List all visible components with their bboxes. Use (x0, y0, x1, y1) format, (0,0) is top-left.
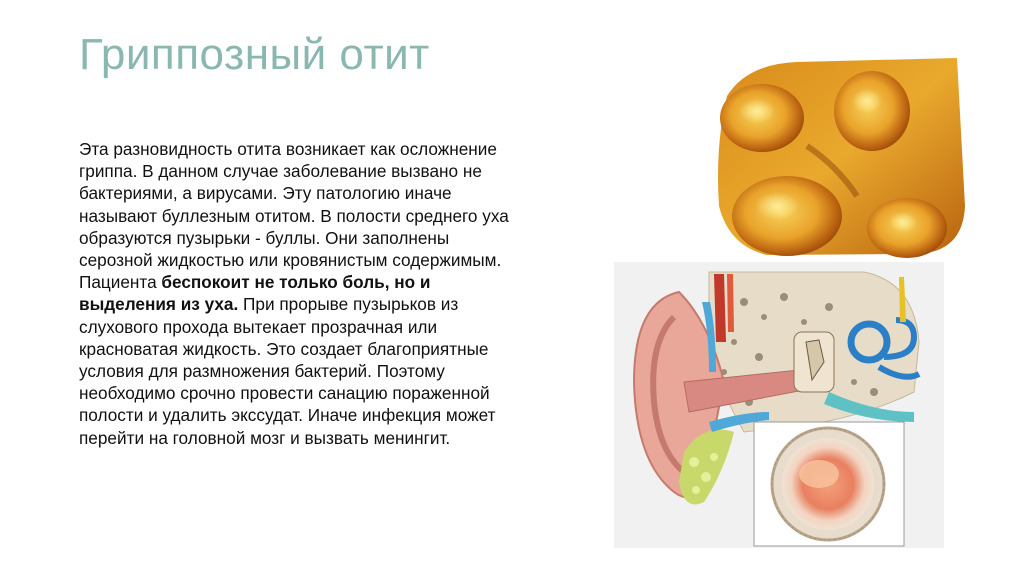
body-paragraph (79, 138, 519, 449)
body-text-bold: беспокоит не только боль, но и выделения из уха. (79, 272, 431, 315)
slide-title: Гриппозный отит (79, 30, 430, 79)
body-text-part1: Эта разновидность отита возникает как осложнение гриппа. В данном случае заболевание вызвано не бактериями, а вирусами. Эту патологию иначе называют буллезным отитом. В полости среднего уха образуются пузырьки - буллы. Они заполнены серозной жидкостью или кровянистым содержимым. Пациента (79, 139, 509, 293)
bullae-photo (707, 56, 968, 258)
body-text-part2: При прорыве пузырьков из слухового прохода вытекает прозрачная или красноватая жидкость. Это создает благоприятные условия для размножения бактерий. Поэтому необходимо срочно провести санацию пораженной полости и удалить экссудат. Иначе инфекция может перейти на головной мозг и вызвать менингит. (79, 294, 496, 448)
ear-anatomy-illustration (614, 262, 944, 548)
